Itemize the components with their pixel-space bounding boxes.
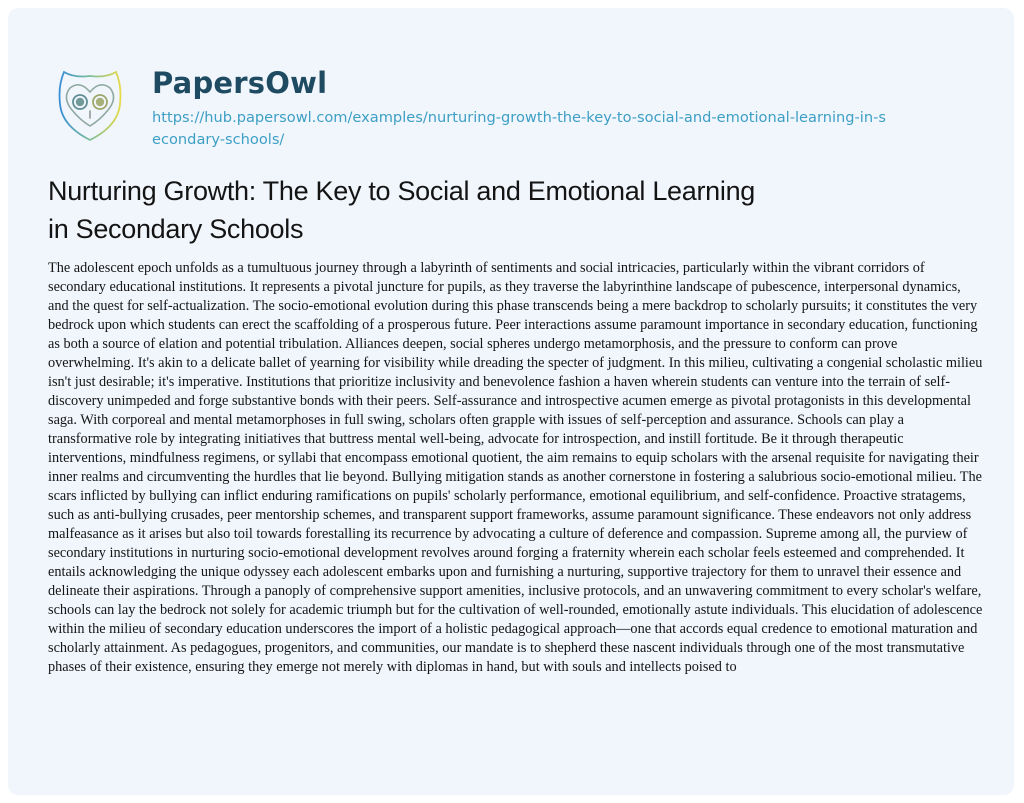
document-body: The adolescent epoch unfolds as a tumultuous journey through a labyrinth of sentiments and social intricacies, particularly within the vibrant corridors of secondary educational institutions. It represents a pivotal juncture for pupils, as they traverse the labyrinthine landscape of pubescence, interpersonal dynamics, and the quest for self-actualization. The socio-emotional evolution during this phase transcends being a mere backdrop to scholarly pursuits; it constitutes the very bedrock upon which students can erect the scaffolding of a prosperous future. Peer interactions assume paramount importance in secondary education, functioning as both a source of elation and potential tribulation. Alliances deepen, social spheres undergo metamorphosis, and the pressure to conform can prove overwhelming. It's akin to a delicate ballet of yearning for visibility while dreading the specter of judgment. In this milieu, cultivating a congenial scholastic milieu isn't just desirable; it's imperative. Institutions that prioritize inclusivity and benevolence fashion a haven wherein students can venture into the terrain of self-discovery unimpeded and forge substantive bonds with their peers. Self-assurance and introspective acumen emerge as pivotal protagonists in this developmental saga. With corporeal and mental metamorphoses in full swing, scholars often grapple with issues of self-perception and assurance. Schools can play a transformative role by integrating initiatives that buttress mental well-being, advocate for introspection, and instill fortitude. Be it through therapeutic interventions, mindfulness regimens, or syllabi that encompass emotional quotient, the aim remains to equip scholars with the arsenal requisite for navigating their inner realms and circumventing the hurdles that lie beyond. Bullying mitigation stands as another cornerstone in fostering a salubrious socio-emotional milieu. The scars inflicted by bullying can inflict enduring ramifications on pupils' scholarly performance, emotional equilibrium, and self-confidence. Proactive stratagems, such as anti-bullying crusades, peer mentorship schemes, and transparent support frameworks, assume paramount significance. These endeavors not only address malfeasance as it arises but also toil towards forestalling its recurrence by advocating a culture of deference and compassion. Supreme among all, the purview of secondary institutions in nurturing socio-emotional development revolves around forging a fraternity wherein each scholar feels esteemed and comprehended. It entails acknowledging the unique odyssey each adolescent embarks upon and furnishing a nurturing, supportive trajectory for them to unravel their essence and delineate their aspirations. Through a panoply of comprehensive support amenities, inclusive protocols, and an unwavering commitment to every scholar's welfare, schools can lay the bedrock not solely for academic triumph but for the cultivation of well-rounded, emotionally astute individuals. This elucidation of adolescence within the milieu of secondary education underscores the import of a holistic pedagogical approach—one that accords equal credence to emotional maturation and scholarly attainment. As pedagogues, progenitors, and communities, our mandate is to shepherd these nascent individuals through one of the most transmutative phases of their existence, ensuring they emerge not merely with diplomas in hand, but with souls and intellects poised to: [48, 260, 983, 675]
source-url-link[interactable]: https://hub.papersowl.com/examples/nurturing-growth-the-key-to-social-and-emotional-learning-in-secondary-schools/: [152, 109, 886, 148]
header: [50, 64, 892, 151]
document-title: Nurturing Growth: The Key to Social and Emotional Learning in Secondary Schools: [48, 176, 755, 244]
brand-block: [152, 66, 892, 151]
owl-logo-icon: [50, 64, 130, 144]
brand-name: PapersOwl: [152, 66, 328, 100]
